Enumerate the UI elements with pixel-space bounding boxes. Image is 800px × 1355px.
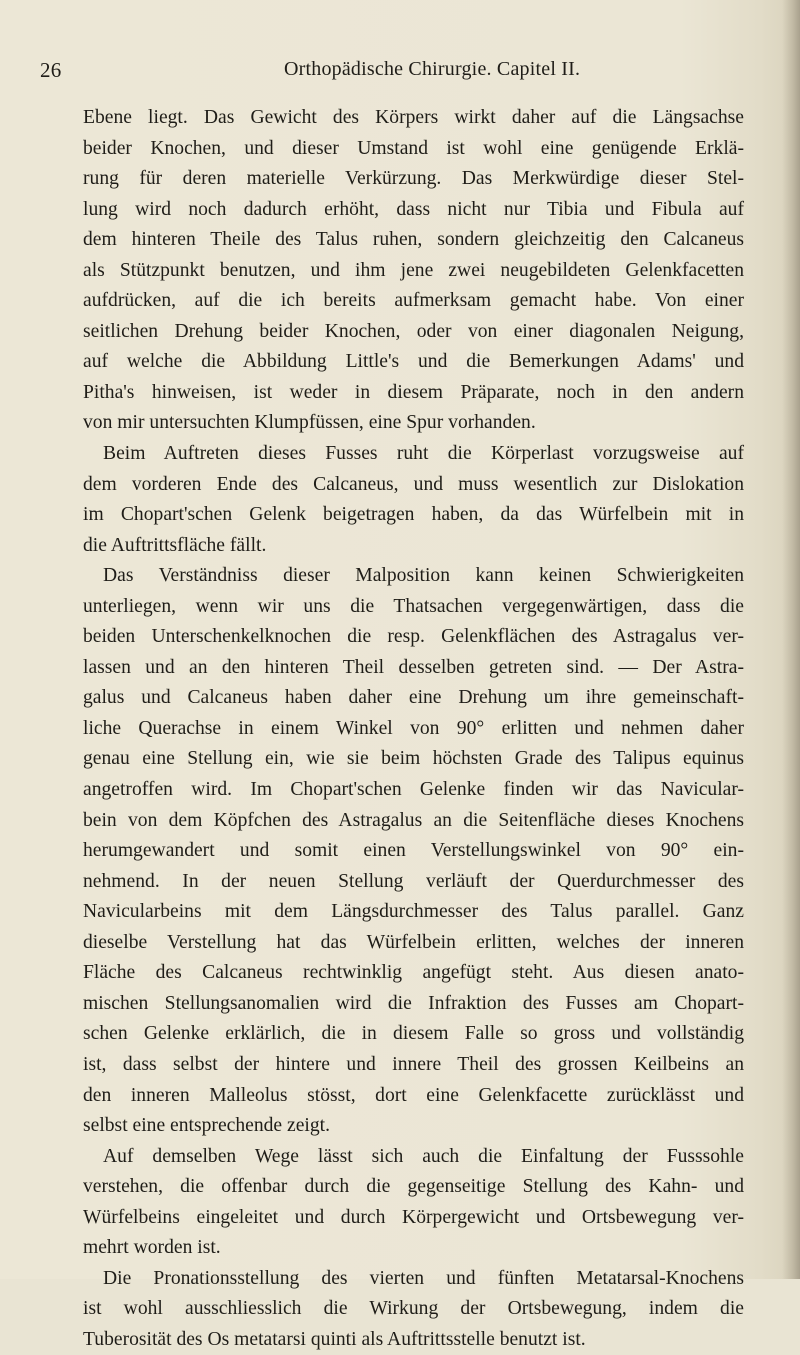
text-line: rung für deren materielle Verkürzung. Das Merkwürdige dieser Stel- [83,168,744,190]
text-line: die Auftrittsfläche fällt. [83,534,267,556]
text-line: dem hinteren Theile des Talus ruhen, sondern gleichzeitig den Calcaneus [83,229,744,251]
text-line: mehrt worden ist. [83,1237,221,1259]
text-line: aufdrücken, auf die ich bereits aufmerksam gemacht habe. Von einer [83,290,744,312]
text-line: als Stützpunkt benutzen, und ihm jene zwei neugebildeten Gelenkfacetten [83,259,744,281]
text-line: verstehen, die offenbar durch die gegenseitige Stellung des Kahn- und [83,1176,744,1198]
text-line: Das Verständniss dieser Malposition kann keinen Schwierigkeiten [103,565,744,587]
text-line: Die Pronationsstellung des vierten und fünften Metatarsal-Knochens [103,1267,744,1289]
text-line: dieselbe Verstellung hat das Würfelbein erlitten, welches der inneren [83,931,744,953]
text-line: angetroffen wird. Im Chopart'schen Gelenke finden wir das Navicular- [83,779,744,801]
page-edge-shadow [782,0,800,1279]
running-title: Orthopädische Chirurgie. Capitel II. [284,58,581,80]
text-line: lung wird noch dadurch erhöht, dass nicht nur Tibia und Fibula auf [83,198,744,220]
text-line: Fläche des Calcaneus rechtwinklig angefügt steht. Aus diesen anato- [83,962,744,984]
text-line: beiden Unterschenkelknochen die resp. Gelenkflächen des Astragalus ver- [83,626,744,648]
text-line: selbst eine entsprechende zeigt. [83,1115,330,1137]
text-line: Würfelbeins eingeleitet und durch Körpergewicht und Ortsbewegung ver- [83,1206,744,1228]
text-line: liche Querachse in einem Winkel von 90° erlitten und nehmen daher [83,717,744,739]
running-header [40,58,740,88]
text-line: galus und Calcaneus haben daher eine Drehung um ihre gemeinschaft- [83,687,744,709]
text-line: dem vorderen Ende des Calcaneus, und muss wesentlich zur Dislokation [83,473,744,495]
text-line: Tuberosität des Os metatarsi quinti als Auftrittsstelle benutzt ist. [83,1328,586,1350]
text-line: Ebene liegt. Das Gewicht des Körpers wirkt daher auf die Längsachse [83,107,744,128]
text-line: von mir untersuchten Klumpfüssen, eine Spur vorhanden. [83,412,536,434]
page-number: 26 [40,58,62,82]
body-text [83,103,744,1355]
text-line: Pitha's hinweisen, ist weder in diesem Präparate, noch in den andern [83,381,744,403]
text-line: den inneren Malleolus stösst, dort eine Gelenkfacette zurücklässt und [83,1084,744,1106]
text-line: schen Gelenke erklärlich, die in diesem Falle so gross und vollständig [83,1023,744,1045]
text-line: auf welche die Abbildung Little's und die Bemerkungen Adams' und [83,351,744,373]
text-line: mischen Stellungsanomalien wird die Infraktion des Fusses am Chopart- [83,992,744,1014]
text-line: im Chopart'schen Gelenk beigetragen haben, da das Würfelbein mit in [83,504,744,526]
text-line: ist wohl ausschliesslich die Wirkung der Ortsbewegung, indem die [83,1298,744,1320]
text-line: Auf demselben Wege lässt sich auch die Einfaltung der Fusssohle [103,1145,744,1167]
text-line: beider Knochen, und dieser Umstand ist wohl eine genügende Erklä- [83,137,744,159]
text-line: Navicularbeins mit dem Längsdurchmesser des Talus parallel. Ganz [83,901,744,923]
text-line: genau eine Stellung ein, wie sie beim höchsten Grade des Talipus equinus [83,748,744,770]
text-line: lassen und an den hinteren Theil desselben getreten sind. — Der Astra- [83,656,744,678]
text-line: seitlichen Drehung beider Knochen, oder von einer diagonalen Neigung, [83,320,744,342]
text-line: nehmend. In der neuen Stellung verläuft der Querdurchmesser des [83,870,744,892]
text-line: bein von dem Köpfchen des Astragalus an die Seitenfläche dieses Knochens [83,809,744,831]
text-line: unterliegen, wenn wir uns die Thatsachen vergegenwärtigen, dass die [83,595,744,617]
text-line: herumgewandert und somit einen Verstellungswinkel von 90° ein- [83,840,744,862]
text-line: Beim Auftreten dieses Fusses ruht die Körperlast vorzugsweise auf [103,443,744,465]
text-line: ist, dass selbst der hintere und innere Theil des grossen Keilbeins an [83,1053,744,1075]
